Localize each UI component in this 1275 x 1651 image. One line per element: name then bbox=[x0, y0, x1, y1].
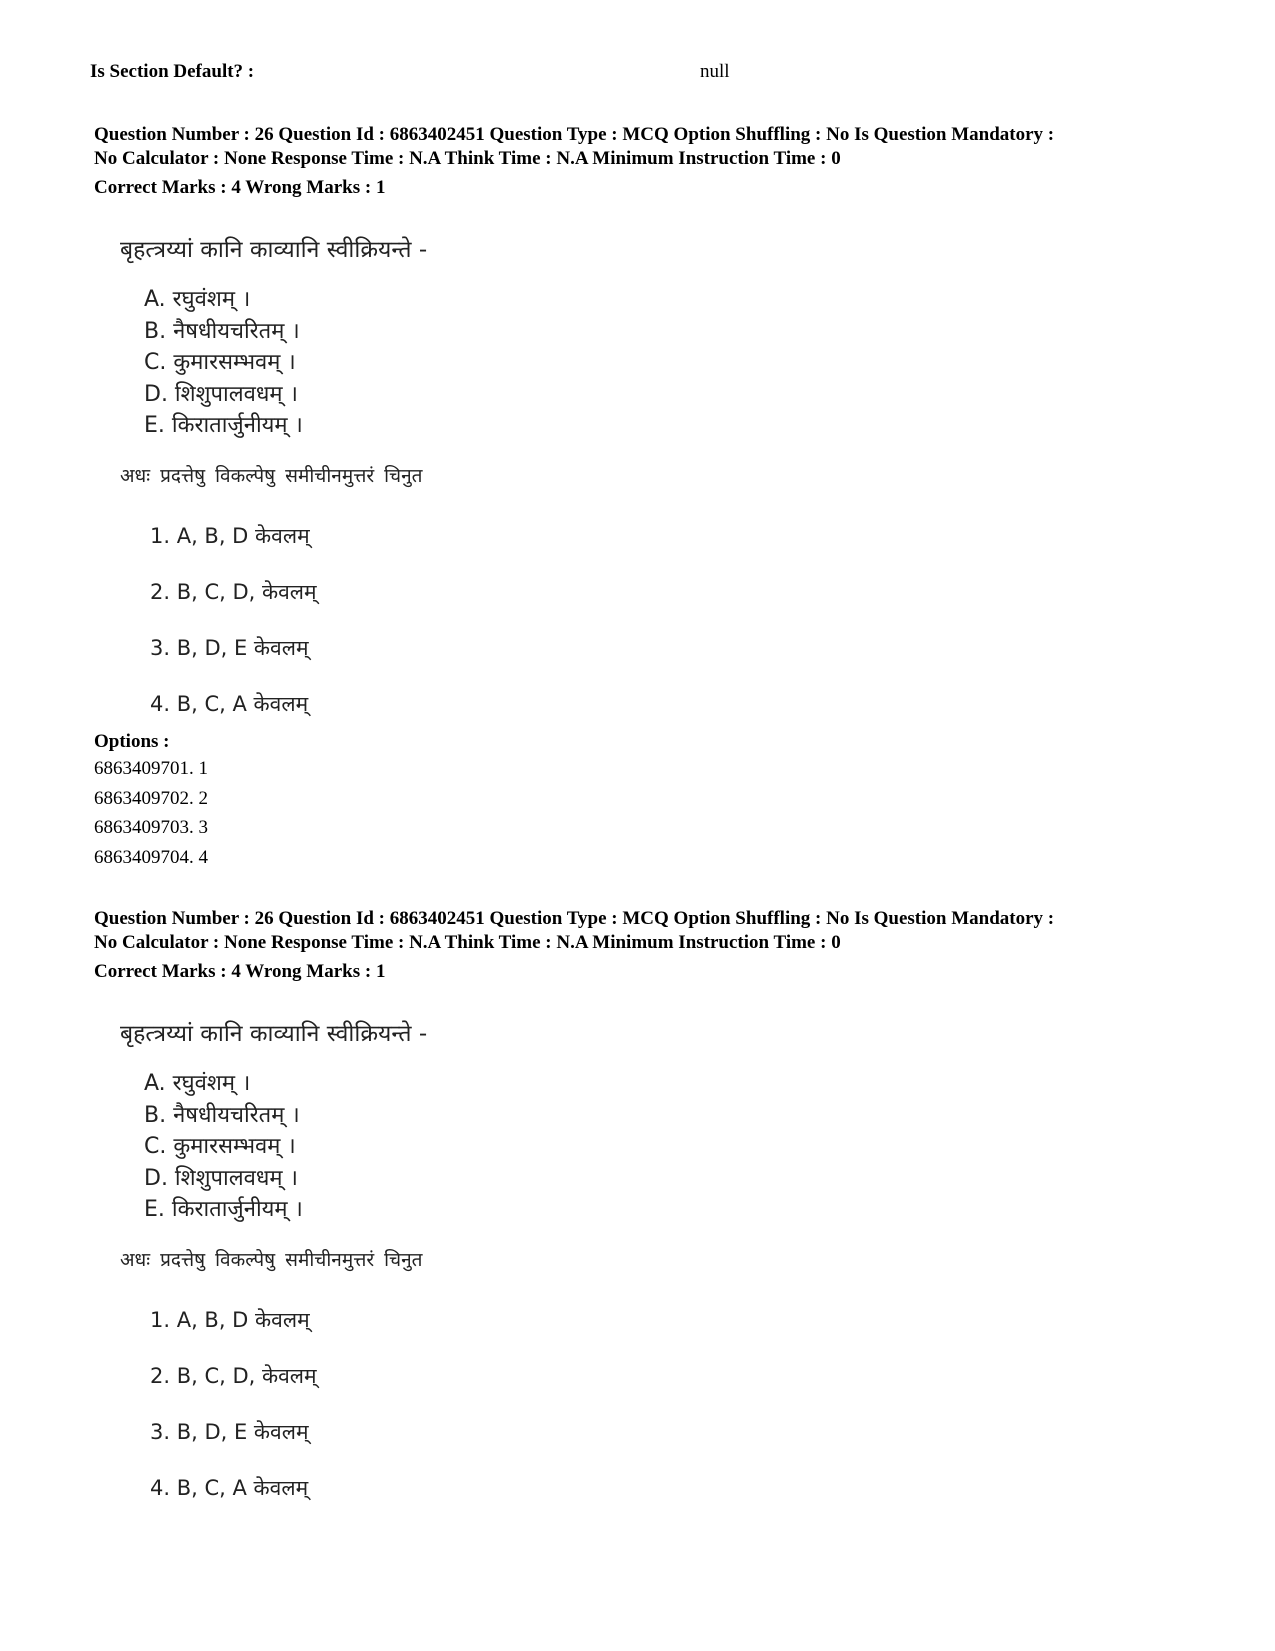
question-meta-2 bbox=[94, 907, 1254, 955]
question-marks-2: Correct Marks : 4 Wrong Marks : 1 bbox=[94, 961, 386, 982]
question-meta-line1: Question Number : 26 Question Id : 6863402451 Question Type : MCQ Option Shuffling : No Is Question Mandatory : bbox=[94, 908, 1055, 929]
question-meta-line2: No Calculator : None Response Time : N.A Think Time : N.A Minimum Instruction Time : 0 bbox=[94, 148, 841, 169]
question-marks-1: Correct Marks : 4 Wrong Marks : 1 bbox=[94, 177, 386, 198]
statement-item: B. नैषधीयचरितम् । bbox=[144, 1102, 300, 1128]
option-item: 6863409701. 1 bbox=[94, 758, 208, 779]
answer-choice: 1. A, B, D केवलम् bbox=[150, 524, 310, 548]
answer-choice: 4. B, C, A केवलम् bbox=[150, 692, 309, 716]
question-stem: बृहत्त्रय्यां कानि काव्यानि स्वीक्रियन्ते - bbox=[120, 1021, 428, 1047]
statement-item: D. शिशुपालवधम् । bbox=[144, 1165, 298, 1191]
answer-choice: 4. B, C, A केवलम् bbox=[150, 1476, 309, 1500]
question-image-2 bbox=[112, 1016, 712, 1616]
statement-item: B. नैषधीयचरितम् । bbox=[144, 318, 300, 344]
answer-choice: 3. B, D, E केवलम् bbox=[150, 1420, 309, 1444]
statement-item: E. किरातार्जुनीयम् । bbox=[144, 413, 303, 438]
statement-list bbox=[144, 284, 303, 442]
statement-item: C. कुमारसम्भवम् । bbox=[144, 350, 296, 375]
statement-item: C. कुमारसम्भवम् । bbox=[144, 1134, 296, 1159]
answer-choice: 3. B, D, E केवलम् bbox=[150, 636, 309, 660]
question-meta-1 bbox=[94, 123, 1254, 171]
answer-choice: 2. B, C, D, केवलम् bbox=[150, 580, 317, 604]
section-default-value: null bbox=[700, 61, 730, 82]
statement-list bbox=[144, 1068, 303, 1226]
options-label: Options : bbox=[94, 731, 170, 752]
options-list bbox=[94, 754, 208, 872]
statement-item: A. रघुवंशम् । bbox=[144, 287, 251, 312]
question-image-1 bbox=[112, 232, 712, 832]
statement-item: A. रघुवंशम् । bbox=[144, 1071, 251, 1096]
option-item: 6863409702. 2 bbox=[94, 787, 208, 809]
statement-item: D. शिशुपालवधम् । bbox=[144, 381, 298, 407]
section-default-label: Is Section Default? : bbox=[90, 61, 255, 82]
answer-choice: 2. B, C, D, केवलम् bbox=[150, 1364, 317, 1388]
question-instruction: अधः प्रदत्तेषु विकल्पेषु समीचीनमुत्तरं चिनुत bbox=[120, 465, 423, 487]
answer-choice: 1. A, B, D केवलम् bbox=[150, 1308, 310, 1332]
option-item: 6863409703. 3 bbox=[94, 817, 208, 838]
question-instruction: अधः प्रदत्तेषु विकल्पेषु समीचीनमुत्तरं चिनुत bbox=[120, 1249, 423, 1271]
question-stem: बृहत्त्रय्यां कानि काव्यानि स्वीक्रियन्ते - bbox=[120, 237, 428, 263]
option-item: 6863409704. 4 bbox=[94, 846, 208, 868]
question-meta-line1: Question Number : 26 Question Id : 6863402451 Question Type : MCQ Option Shuffling : No Is Question Mandatory : bbox=[94, 124, 1055, 145]
question-meta-line2: No Calculator : None Response Time : N.A Think Time : N.A Minimum Instruction Time : 0 bbox=[94, 932, 841, 953]
statement-item: E. किरातार्जुनीयम् । bbox=[144, 1197, 303, 1222]
